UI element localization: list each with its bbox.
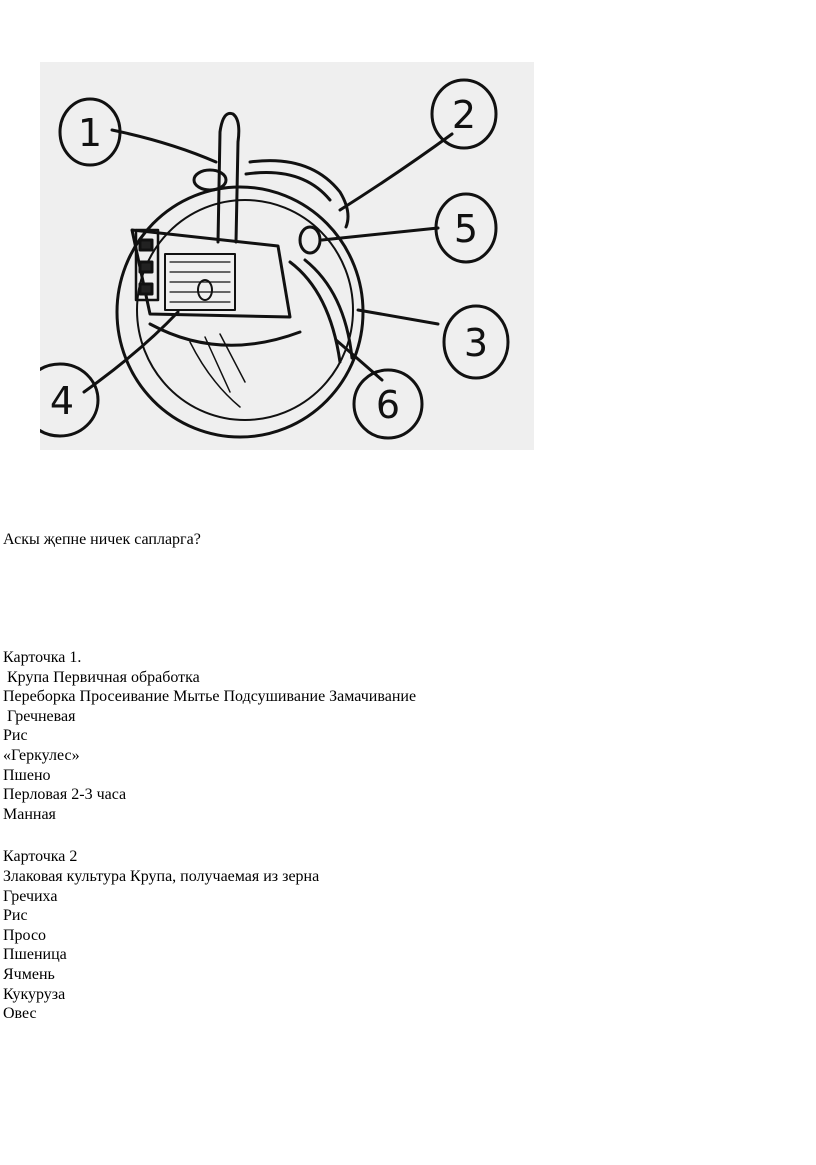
card2-line: Гречиха xyxy=(3,887,58,905)
card1-line: Манная xyxy=(3,805,56,823)
callout-label-4: 4 xyxy=(49,379,75,423)
card1-line: «Геркулес» xyxy=(3,746,80,764)
callout-label-6: 6 xyxy=(375,383,401,427)
card2-title: Карточка 2 xyxy=(3,848,78,865)
card1-line: Пшено xyxy=(3,766,51,784)
callout-label-1: 1 xyxy=(77,111,103,155)
card1-title: Карточка 1. xyxy=(3,649,82,666)
card1-line: Перловая 2-3 часа xyxy=(3,786,127,804)
card2-line: Просо xyxy=(3,926,47,944)
bobbin-case-illustration xyxy=(40,62,534,450)
card1-line: Гречневая xyxy=(3,707,76,725)
card2-list xyxy=(3,867,319,1024)
callout-label-2: 2 xyxy=(451,93,477,137)
card2-line: Злаковая культура Крупа, получаемая из зерна xyxy=(3,868,320,885)
card1-line: Рис xyxy=(3,727,28,745)
card1-line: Переборка Просеивание Мытье Подсушивание Замачивание xyxy=(3,688,417,706)
card2-line: Кукуруза xyxy=(3,985,66,1003)
callout-label-3: 3 xyxy=(463,321,489,365)
callout-label-5: 5 xyxy=(453,207,479,251)
card1-line: Крупа Первичная обработка xyxy=(3,668,200,686)
card2-line: Рис xyxy=(3,907,28,925)
card2-line: Ячмень xyxy=(3,965,55,983)
card2-line: Пшеница xyxy=(3,946,67,964)
card1-list xyxy=(3,668,416,825)
card2-line: Овес xyxy=(3,1005,37,1023)
question-text: Аскы җепне ничек сапларга? xyxy=(3,531,201,548)
